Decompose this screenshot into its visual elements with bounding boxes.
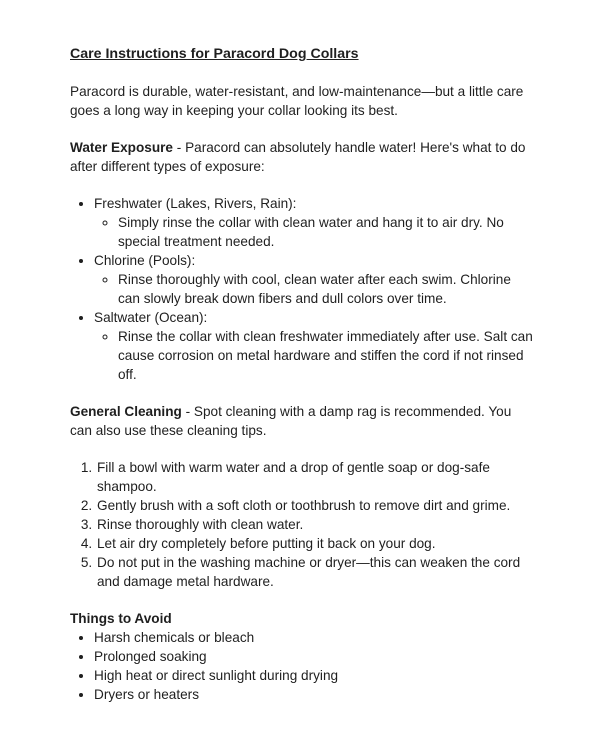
list-item [94, 308, 534, 384]
water-exposure-paragraph [70, 138, 534, 176]
water-item-label: Freshwater (Lakes, Rivers, Rain): [94, 196, 297, 211]
list-item: ◦ Simply rinse the collar with clean water and hang it to air dry. No special treatment needed. [118, 213, 534, 251]
list-item: • Prolonged soaking [94, 647, 534, 666]
list-item [94, 194, 534, 251]
list-item: 3. Rinse thoroughly with clean water. [96, 515, 534, 534]
list-item: • Harsh chemicals or bleach [94, 628, 534, 647]
intro-paragraph: Paracord is durable, water-resistant, and low-maintenance—but a little care goes a long way in keeping your collar looking its best. [70, 84, 524, 118]
things-to-avoid-list [70, 628, 534, 704]
water-exposure-heading: Water Exposure [70, 140, 173, 155]
list-item [94, 251, 534, 308]
general-cleaning-heading: General Cleaning [70, 404, 182, 419]
water-exposure-list [70, 194, 534, 384]
list-item: ◦ Rinse thoroughly with cool, clean water after each swim. Chlorine can slowly break down fibers and dull colors over time. [118, 270, 534, 308]
things-to-avoid-heading: Things to Avoid [70, 611, 172, 626]
list-item: • Dryers or heaters [94, 685, 534, 704]
list-item: • High heat or direct sunlight during drying [94, 666, 534, 685]
water-item-label: Chlorine (Pools): [94, 253, 196, 268]
water-item-label: Saltwater (Ocean): [94, 310, 208, 325]
cleaning-steps-list [70, 458, 534, 591]
water-item-sublist [94, 270, 534, 308]
list-item: 1. Fill a bowl with warm water and a drop of gentle soap or dog-safe shampoo. [96, 458, 534, 496]
water-item-sublist [94, 327, 534, 384]
list-item: 4. Let air dry completely before putting it back on your dog. [96, 534, 534, 553]
general-cleaning-lead: - Spot cleaning with a damp rag is recommended. You can also use these cleaning tips. [70, 404, 512, 438]
document-title: Care Instructions for Paracord Dog Collars [70, 46, 359, 62]
list-item: 2. Gently brush with a soft cloth or toothbrush to remove dirt and grime. [96, 496, 534, 515]
list-item: 5. Do not put in the washing machine or dryer—this can weaken the cord and damage metal hardware. [96, 553, 534, 591]
water-exposure-lead: - Paracord can absolutely handle water! Here's what to do after different types of exposure: [70, 140, 526, 174]
water-item-sublist [94, 213, 534, 251]
general-cleaning-paragraph [70, 402, 534, 440]
list-item: ◦ Rinse the collar with clean freshwater immediately after use. Salt can cause corrosion on metal hardware and stiffen the cord if not rinsed off. [118, 327, 534, 384]
